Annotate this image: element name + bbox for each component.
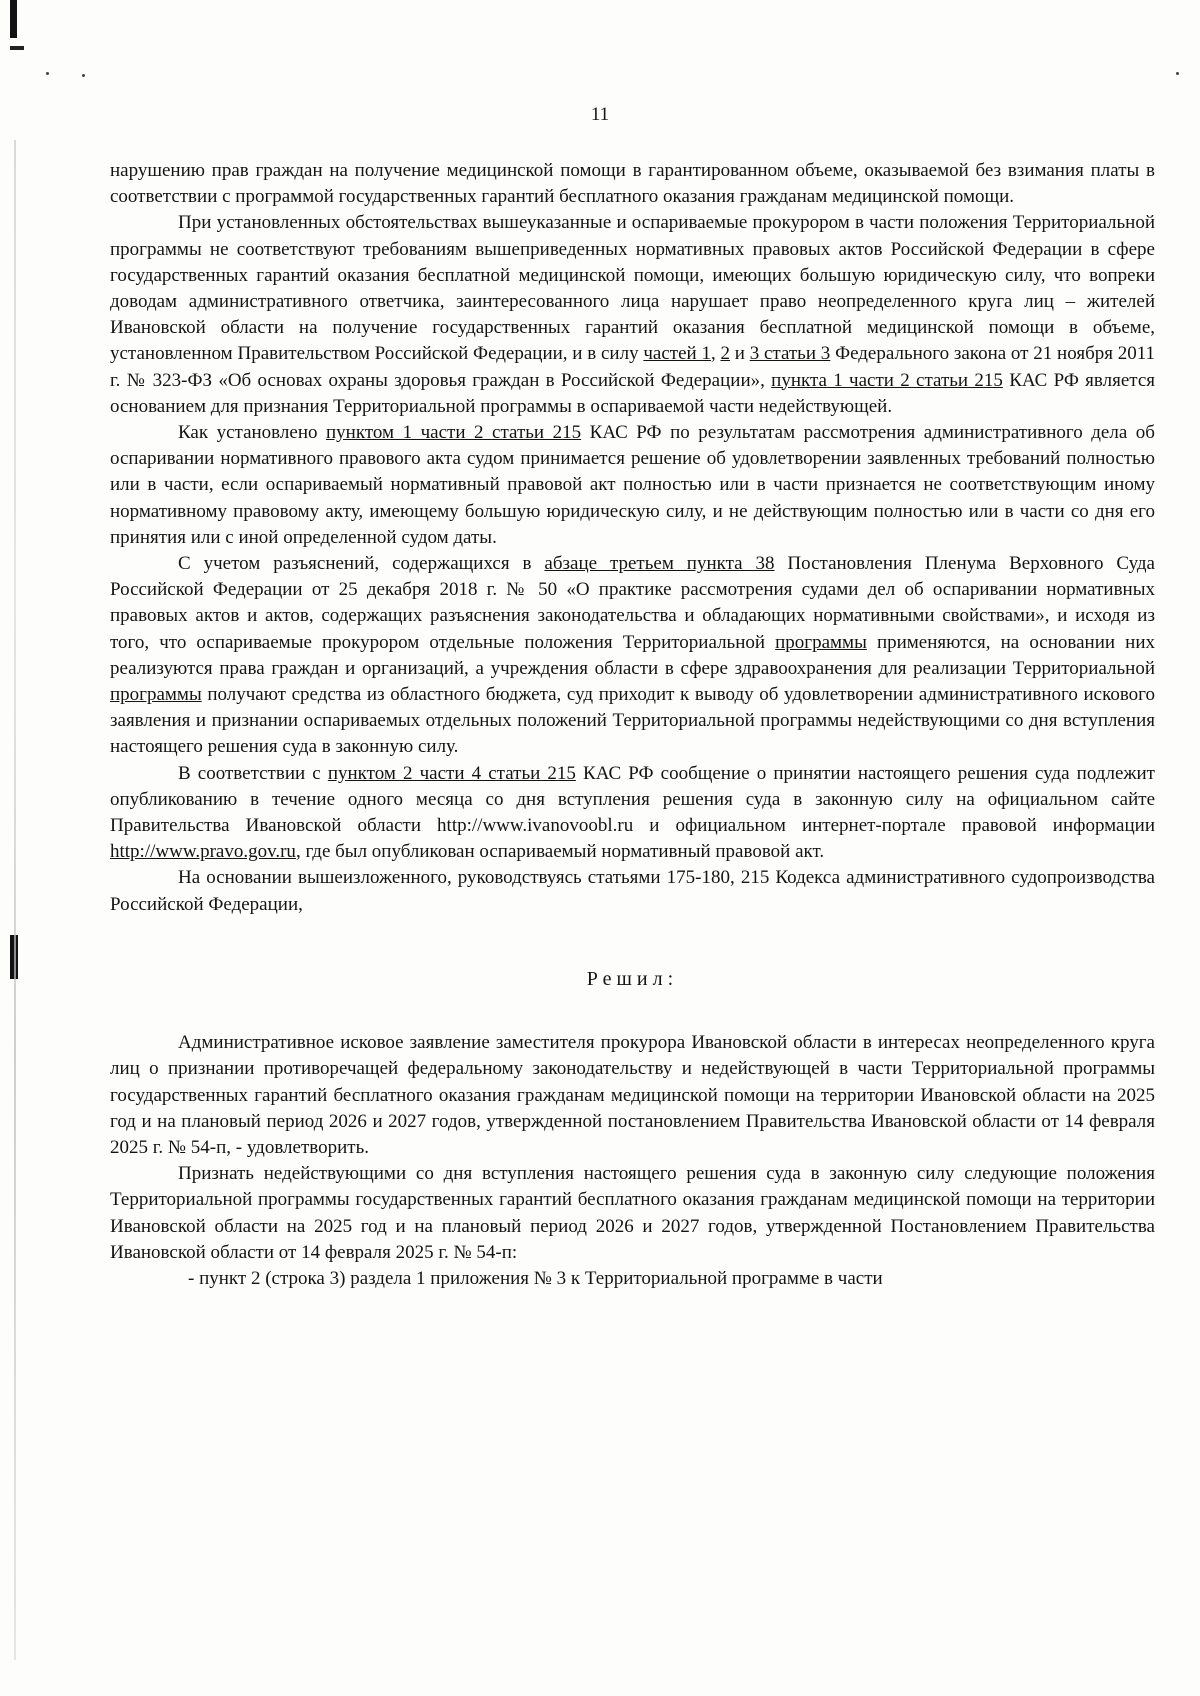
scan-mark [10,46,24,50]
paragraph-p7 [110,1030,1155,1161]
body-section-after [110,1030,1155,1292]
scan-dot [1176,72,1179,75]
text-segment: нарушению прав граждан на получение медицинской помощи в гарантированном объеме, оказываемой без взимания платы в соответствии с программой государственных гарантий бесплатного оказания гражданам медицинской помощи. [110,160,1155,208]
paragraph-p6 [110,865,1155,917]
text-segment: Административное исковое заявление заместителя прокурора Ивановской области в интересах неопределенного круга лиц о признании противоречащей федеральному законодательству и недействующей в части Территориальной программы государственных гарантий бесплатного оказания гражданам медицинской помощи на территории Ивановской области на 2025 год и на плановый период 2026 и 2027 годов, утвержденной постановлением Правительства Ивановской области от 14 февраля 2025 г. № 54-п, - удовлетворить. [110,1032,1155,1158]
paragraph-p2 [110,210,1155,420]
paragraph-p8 [110,1161,1155,1266]
scan-edge [14,140,16,1660]
text-segment: Постановления Пленума Верховного Суда Российской Федерации от 25 декабря 2018 г. № 50 «О практике рассмотрения судами дел об оспаривании нормативных правовых актов и актов, содержащих разъяснения законодательства и обладающих нормативными свойствами», и исходя из того, что оспариваемые прокурором отдельные положения Территориальной [110,553,1155,653]
text-segment: , [710,343,721,365]
legal-reference-link[interactable]: пункта 1 части 2 статьи 215 [771,369,1003,391]
text-segment: На основании вышеизложенного, руководствуясь статьями 175-180, 215 Кодекса административного судопроизводства Российской Федерации, [110,867,1155,915]
legal-reference-link[interactable]: пунктом 2 части 4 статьи 215 [327,762,576,784]
legal-reference-link[interactable]: абзаце третьем пункта 38 [544,553,775,575]
text-segment: С учетом разъяснений, содержащихся в [178,553,545,575]
scan-mark [10,0,17,38]
paragraph-p9 [110,1266,1155,1292]
body-section-before [110,158,1155,918]
document-body [110,158,1155,1292]
text-segment: и [729,343,750,365]
text-segment: Признать недействующими со дня вступления настоящего решения суда в законную силу следующие положения Территориальной программы государственных гарантий бесплатного оказания гражданам медицинской помощи на территории Ивановской области на 2025 год и на плановый период 2026 и 2027 годов, утвержденной Постановлением Правительства Ивановской области от 14 февраля 2025 г. № 54-п: [110,1163,1155,1263]
text-segment: Федерального закона от 21 ноября 2011 г. № 323-ФЗ «Об основах охраны здоровья граждан в Российской Федерации», [110,343,1156,391]
paragraph-p4 [110,551,1155,761]
paragraph-p5 [110,761,1155,866]
text-segment: КАС РФ сообщение о принятии настоящего решения суда подлежит опубликованию в течение одного месяца со дня вступления решения суда в законную силу на официальном сайте Правительства Ивановской области http://www.ivanovoobl.ru и официальном интернет-портале правовой информации [110,762,1155,837]
legal-reference-link[interactable]: http://www.pravo.gov.ru [110,841,296,863]
paragraph-p3 [110,420,1155,551]
legal-reference-link[interactable]: программы [110,684,202,706]
legal-reference-link[interactable]: частей 1 [643,343,711,365]
text-segment: , где был опубликован оспариваемый нормативный правовой акт. [295,841,825,863]
text-segment: Как установлено [178,422,327,444]
decision-heading: Решил: [586,967,679,990]
text-segment: КАС РФ является основанием для признания Территориальной программы в оспариваемой части недействующей. [110,369,1156,417]
scan-dot [82,74,85,77]
text-segment: получают средства из областного бюджета, суд приходит к выводу об удовлетворении административного искового заявления и признании оспариваемых отдельных положений Территориальной программы недействующими со дня вступления настоящего решения суда в законную силу. [110,684,1155,758]
text-segment: В соответствии с [178,762,328,784]
paragraph-p1 [110,158,1155,210]
legal-reference-link[interactable]: 2 [720,343,730,365]
text-segment: При установленных обстоятельствах вышеуказанные и оспариваемые прокурором в части положения Территориальной программы не соответствуют требованиям вышеприведенных нормативных правовых актов Российской Федерации в сфере государственных гарантий оказания бесплатной медицинской помощи, имеющих большую юридическую силу, что вопреки доводам административного ответчика, заинтересованного лица нарушает право неопределенного круга лиц – жителей Ивановской области на получение государственных гарантий оказания бесплатной медицинской помощи в объеме, установленном Правительством Российской Федерации, и в силу [110,212,1155,365]
legal-reference-link[interactable]: пунктом 1 части 2 статьи 215 [326,422,582,444]
text-segment: КАС РФ по результатам рассмотрения административного дела об оспаривании нормативного правового акта судом принимается решение об удовлетворении заявленных требований полностью или в части, если оспариваемый нормативный правовой акт полностью или в части признается не соответствующим иному нормативному правовому акту, имеющему большую юридическую силу, и не действующим полностью или в части со дня его принятия или с иной определенной судом даты. [110,422,1155,548]
scan-dot [46,72,49,75]
page-number: 11 [590,104,610,125]
legal-reference-link[interactable]: 3 статьи 3 [749,343,831,365]
legal-reference-link[interactable]: программы [775,631,867,653]
text-segment: применяются, на основании них реализуются права граждан и организаций, а учреждения области в сфере здравоохранения для реализации Территориальной [110,631,1155,679]
text-segment: - пункт 2 (строка 3) раздела 1 приложения № 3 к Территориальной программе в части [188,1267,883,1289]
